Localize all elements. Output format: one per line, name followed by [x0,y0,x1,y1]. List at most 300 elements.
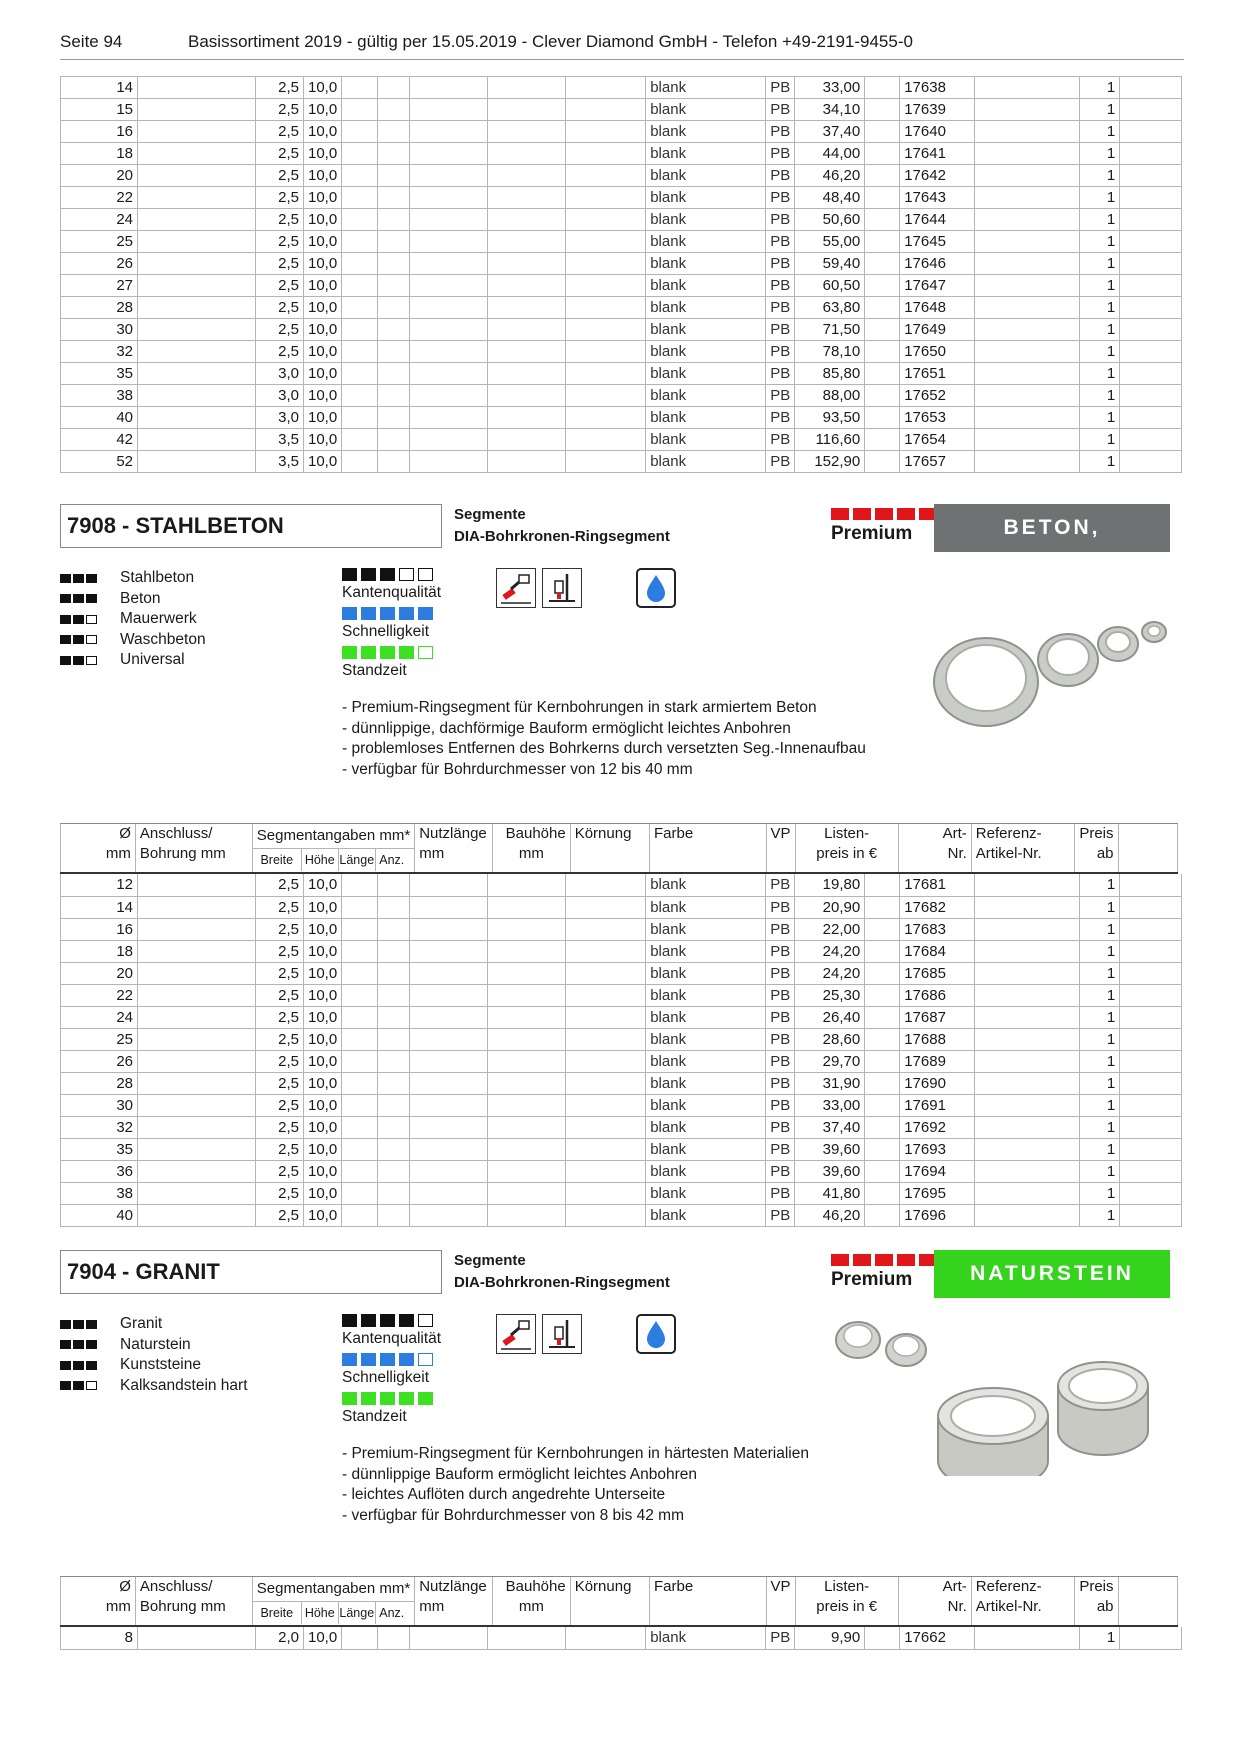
table-row [61,874,1182,896]
min-qty-cell: 1 [1080,165,1120,187]
hand-drill-icon [496,568,536,608]
length-cell [342,1028,378,1050]
length-cell [342,187,378,209]
color-cell: blank [646,1204,766,1226]
length-cell [342,1072,378,1094]
diameter-cell: 40 [61,407,138,429]
grit-cell [566,253,646,275]
article-number-cell: 17638 [900,77,975,99]
bore-cell [138,896,256,918]
article-number-cell: 17640 [900,121,975,143]
bore-cell [138,1138,256,1160]
blank-cell [865,121,900,143]
bore-cell [138,1050,256,1072]
min-qty-cell: 1 [1080,363,1120,385]
length-cell [342,896,378,918]
spacer-cell [1120,896,1182,918]
width-cell: 2,5 [256,874,304,896]
bore-cell [138,407,256,429]
grit-cell [566,99,646,121]
diameter-cell: 24 [61,209,138,231]
length-cell [342,275,378,297]
spacer-cell [1120,1182,1182,1204]
col-color: Farbe [650,1577,767,1625]
diameter-cell: 32 [61,341,138,363]
grit-cell [566,121,646,143]
length-cell [342,451,378,473]
hand-drill-icon [496,1314,536,1354]
article-number-cell: 17654 [900,429,975,451]
width-cell: 2,5 [256,253,304,275]
price-cell: 46,20 [795,1204,865,1226]
blank-cell [865,451,900,473]
blank-cell [865,231,900,253]
usable-length-cell [410,1094,488,1116]
blank-cell [865,1006,900,1028]
reference-cell [975,385,1080,407]
diameter-cell: 35 [61,363,138,385]
col-grit: Körnung [570,824,649,872]
color-cell: blank [646,1028,766,1050]
table-row [61,1006,1182,1028]
diameter-cell: 14 [61,896,138,918]
color-cell: blank [646,896,766,918]
grit-cell [566,451,646,473]
blank-cell [865,253,900,275]
build-height-cell [488,1204,566,1226]
height-cell: 10,0 [304,874,342,896]
packing-cell: PB [766,209,795,231]
packing-cell: PB [766,77,795,99]
bore-cell [138,121,256,143]
usable-length-cell [410,451,488,473]
grit-cell [566,77,646,99]
min-qty-cell: 1 [1080,1182,1120,1204]
count-cell [378,231,410,253]
width-cell: 2,5 [256,341,304,363]
material-level [60,594,116,603]
page-header [60,30,1184,60]
segment-type: DIA-Bohrkronen-Ringsegment [454,528,670,545]
usable-length-cell [410,896,488,918]
blank-cell [865,77,900,99]
article-number-cell: 17682 [900,896,975,918]
height-cell: 10,0 [304,1094,342,1116]
spacer-cell [1120,984,1182,1006]
blank-cell [865,165,900,187]
table-row [61,1182,1182,1204]
length-cell [342,99,378,121]
blank-cell [865,341,900,363]
min-qty-cell: 1 [1080,874,1120,896]
color-cell: blank [646,1094,766,1116]
metric-squares [342,1314,441,1327]
color-cell: blank [646,1627,766,1649]
drill-stand-icon [542,568,582,608]
diameter-cell: 16 [61,918,138,940]
price-cell: 63,80 [795,297,865,319]
header-rule [60,59,1184,60]
count-cell [378,451,410,473]
length-cell [342,407,378,429]
reference-cell [975,1028,1080,1050]
build-height-cell [488,1182,566,1204]
grit-cell [566,1028,646,1050]
color-cell: blank [646,341,766,363]
packing-cell: PB [766,1204,795,1226]
spacer-cell [1120,1627,1182,1649]
length-cell [342,1204,378,1226]
metric-squares [342,1353,441,1366]
width-cell: 3,0 [256,385,304,407]
count-cell [378,1072,410,1094]
metric-label: Kantenqualität [342,584,442,601]
col-reference: Referenz- Artikel-Nr. [971,824,1075,872]
packing-cell: PB [766,1160,795,1182]
height-cell: 10,0 [304,1116,342,1138]
blank-cell [865,1627,900,1649]
min-qty-cell: 1 [1080,940,1120,962]
diameter-cell: 30 [61,1094,138,1116]
rating-square [831,1254,849,1266]
color-cell: blank [646,385,766,407]
material-name: Waschbeton [120,630,206,648]
reference-cell [975,231,1080,253]
packing-cell: PB [766,1006,795,1028]
height-cell: 10,0 [304,407,342,429]
col-build-height: Bauhöhe mm [493,824,571,872]
usable-length-cell [410,341,488,363]
col-packing: VP [766,824,795,872]
usable-length-cell [410,143,488,165]
rating-square [853,1254,871,1266]
packing-cell: PB [766,940,795,962]
height-cell: 10,0 [304,1006,342,1028]
article-number-cell: 17657 [900,451,975,473]
build-height-cell [488,896,566,918]
width-cell: 3,5 [256,429,304,451]
col-usable-length: Nutzlänge mm [415,824,493,872]
build-height-cell [488,918,566,940]
bore-cell [138,1204,256,1226]
reference-cell [975,297,1080,319]
min-qty-cell: 1 [1080,121,1120,143]
build-height-cell [488,77,566,99]
build-height-cell [488,874,566,896]
min-qty-cell: 1 [1080,918,1120,940]
color-cell: blank [646,121,766,143]
min-qty-cell: 1 [1080,1116,1120,1138]
table-row [61,896,1182,918]
build-height-cell [488,121,566,143]
blank-cell [865,1116,900,1138]
blank-cell [865,940,900,962]
table-row [61,1160,1182,1182]
spacer-cell [1120,1094,1182,1116]
price-cell: 28,60 [795,1028,865,1050]
reference-cell [975,1094,1080,1116]
min-qty-cell: 1 [1080,297,1120,319]
material-list [60,568,206,671]
spacer-cell [1120,918,1182,940]
blank-cell [865,143,900,165]
count-cell [378,341,410,363]
material-level [60,635,116,644]
category-band: BETON, UNIVERSAL [934,504,1170,552]
drill-stand-icon [542,1314,582,1354]
reference-cell [975,1204,1080,1226]
min-qty-cell: 1 [1080,209,1120,231]
length-cell [342,984,378,1006]
count-cell [378,1204,410,1226]
diameter-cell: 20 [61,962,138,984]
grit-cell [566,187,646,209]
price-table [60,874,1182,1227]
usable-length-cell [410,1160,488,1182]
price-cell: 48,40 [795,187,865,209]
diameter-cell: 14 [61,77,138,99]
packing-cell: PB [766,319,795,341]
bore-cell [138,297,256,319]
table-row [61,253,1182,275]
material-level [60,1361,116,1370]
metric-label: Schnelligkeit [342,1369,430,1386]
length-cell [342,1627,378,1649]
usable-length-cell [410,187,488,209]
usable-length-cell [410,1116,488,1138]
usable-length-cell [410,429,488,451]
table-header [60,823,1178,874]
price-cell: 50,60 [795,209,865,231]
col-segment: Segmentangaben mm* Breite Höhe Länge Anz. [252,824,414,872]
min-qty-cell: 1 [1080,143,1120,165]
metric-label: Standzeit [342,1408,407,1425]
spacer-cell [1120,1116,1182,1138]
price-cell: 19,80 [795,874,865,896]
length-cell [342,1006,378,1028]
height-cell: 10,0 [304,1627,342,1649]
diameter-cell: 22 [61,984,138,1006]
table-row [61,940,1182,962]
material-list [60,1314,248,1396]
price-cell: 24,20 [795,940,865,962]
feature-item: - verfügbar für Bohrdurchmesser von 8 bis 42 mm [342,1506,684,1524]
packing-cell: PB [766,143,795,165]
count-cell [378,77,410,99]
bore-cell [138,1160,256,1182]
count-cell [378,407,410,429]
grit-cell [566,363,646,385]
usable-length-cell [410,1204,488,1226]
packing-cell: PB [766,1050,795,1072]
min-qty-cell: 1 [1080,99,1120,121]
build-height-cell [488,341,566,363]
reference-cell [975,1050,1080,1072]
premium-label: Premium [831,523,913,544]
grit-cell [566,896,646,918]
reference-cell [975,1160,1080,1182]
length-cell [342,363,378,385]
grit-cell [566,1627,646,1649]
height-cell: 10,0 [304,940,342,962]
material-level [60,1340,116,1349]
price-cell: 44,00 [795,143,865,165]
color-cell: blank [646,874,766,896]
metric-squares [342,607,441,620]
height-cell: 10,0 [304,1072,342,1094]
col-bore: Anschluss/ Bohrung mm [135,824,252,872]
packing-cell: PB [766,99,795,121]
rating-square [897,508,915,520]
grit-cell [566,874,646,896]
height-cell: 10,0 [304,918,342,940]
diameter-cell: 35 [61,1138,138,1160]
grit-cell [566,1182,646,1204]
reference-cell [975,407,1080,429]
width-cell: 2,5 [256,1028,304,1050]
width-cell: 2,5 [256,319,304,341]
usable-length-cell [410,231,488,253]
table-row [61,297,1182,319]
min-qty-cell: 1 [1080,429,1120,451]
width-cell: 2,5 [256,275,304,297]
diameter-cell: 27 [61,275,138,297]
length-cell [342,1094,378,1116]
product-title: 7904 - GRANIT [60,1250,442,1294]
bore-cell [138,1072,256,1094]
col-usable-length: Nutzlänge mm [415,1577,493,1625]
color-cell: blank [646,165,766,187]
blank-cell [865,874,900,896]
usable-length-cell [410,297,488,319]
count-cell [378,165,410,187]
height-cell: 10,0 [304,984,342,1006]
packing-cell: PB [766,1116,795,1138]
color-cell: blank [646,1182,766,1204]
wet-drilling-icon [636,1314,676,1354]
usable-length-cell [410,407,488,429]
width-cell: 2,5 [256,984,304,1006]
reference-cell [975,275,1080,297]
table-row [61,1028,1182,1050]
table-row [61,918,1182,940]
price-cell: 93,50 [795,407,865,429]
length-cell [342,231,378,253]
spacer-cell [1120,253,1182,275]
price-cell: 41,80 [795,1182,865,1204]
article-number-cell: 17649 [900,319,975,341]
col-min-qty: Preis ab [1075,824,1118,872]
height-cell: 10,0 [304,209,342,231]
usable-length-cell [410,209,488,231]
price-cell: 59,40 [795,253,865,275]
height-cell: 10,0 [304,253,342,275]
build-height-cell [488,165,566,187]
table-row [61,275,1182,297]
color-cell: blank [646,275,766,297]
bore-cell [138,940,256,962]
min-qty-cell: 1 [1080,962,1120,984]
height-cell: 10,0 [304,896,342,918]
spacer-cell [1120,341,1182,363]
width-cell: 2,5 [256,77,304,99]
price-cell: 46,20 [795,165,865,187]
material-row [60,650,206,671]
count-cell [378,209,410,231]
color-cell: blank [646,984,766,1006]
width-cell: 2,5 [256,1160,304,1182]
article-number-cell: 17687 [900,1006,975,1028]
metric-blu [342,607,441,642]
min-qty-cell: 1 [1080,341,1120,363]
color-cell: blank [646,962,766,984]
diameter-cell: 12 [61,874,138,896]
height-cell: 10,0 [304,275,342,297]
blank-cell [865,385,900,407]
height-cell: 10,0 [304,297,342,319]
feature-item: - problemloses Entfernen des Bohrkerns durch versetzten Seg.-Innenaufbau [342,740,866,757]
min-qty-cell: 1 [1080,319,1120,341]
packing-cell: PB [766,918,795,940]
min-qty-cell: 1 [1080,451,1120,473]
grit-cell [566,407,646,429]
build-height-cell [488,1072,566,1094]
article-number-cell: 17647 [900,275,975,297]
count-cell [378,874,410,896]
metric-label: Schnelligkeit [342,623,430,640]
spacer-cell [1120,1072,1182,1094]
feature-item: - dünnlippige Bauform ermöglicht leichtes Anbohren [342,1465,697,1483]
reference-cell [975,962,1080,984]
reference-cell [975,429,1080,451]
packing-cell: PB [766,1138,795,1160]
diameter-cell: 26 [61,253,138,275]
segment-type: DIA-Bohrkronen-Ringsegment [454,1274,670,1291]
reference-cell [975,918,1080,940]
count-cell [378,1627,410,1649]
article-number-cell: 17695 [900,1182,975,1204]
width-cell: 2,5 [256,121,304,143]
diameter-cell: 38 [61,385,138,407]
min-qty-cell: 1 [1080,385,1120,407]
width-cell: 2,5 [256,1182,304,1204]
count-cell [378,385,410,407]
usage-icons [496,568,582,608]
grit-cell [566,297,646,319]
diameter-cell: 38 [61,1182,138,1204]
packing-cell: PB [766,231,795,253]
reference-cell [975,77,1080,99]
usage-icons [496,1314,582,1354]
spacer-cell [1120,451,1182,473]
price-cell: 22,00 [795,918,865,940]
metric-squares [342,568,441,581]
usable-length-cell [410,1050,488,1072]
diameter-cell: 25 [61,231,138,253]
min-qty-cell: 1 [1080,1204,1120,1226]
blank-cell [865,896,900,918]
height-cell: 10,0 [304,451,342,473]
material-row [60,609,206,630]
diameter-cell: 16 [61,121,138,143]
reference-cell [975,896,1080,918]
blank-cell [865,1028,900,1050]
packing-cell: PB [766,385,795,407]
bore-cell [138,385,256,407]
grit-cell [566,165,646,187]
build-height-cell [488,363,566,385]
bore-cell [138,77,256,99]
